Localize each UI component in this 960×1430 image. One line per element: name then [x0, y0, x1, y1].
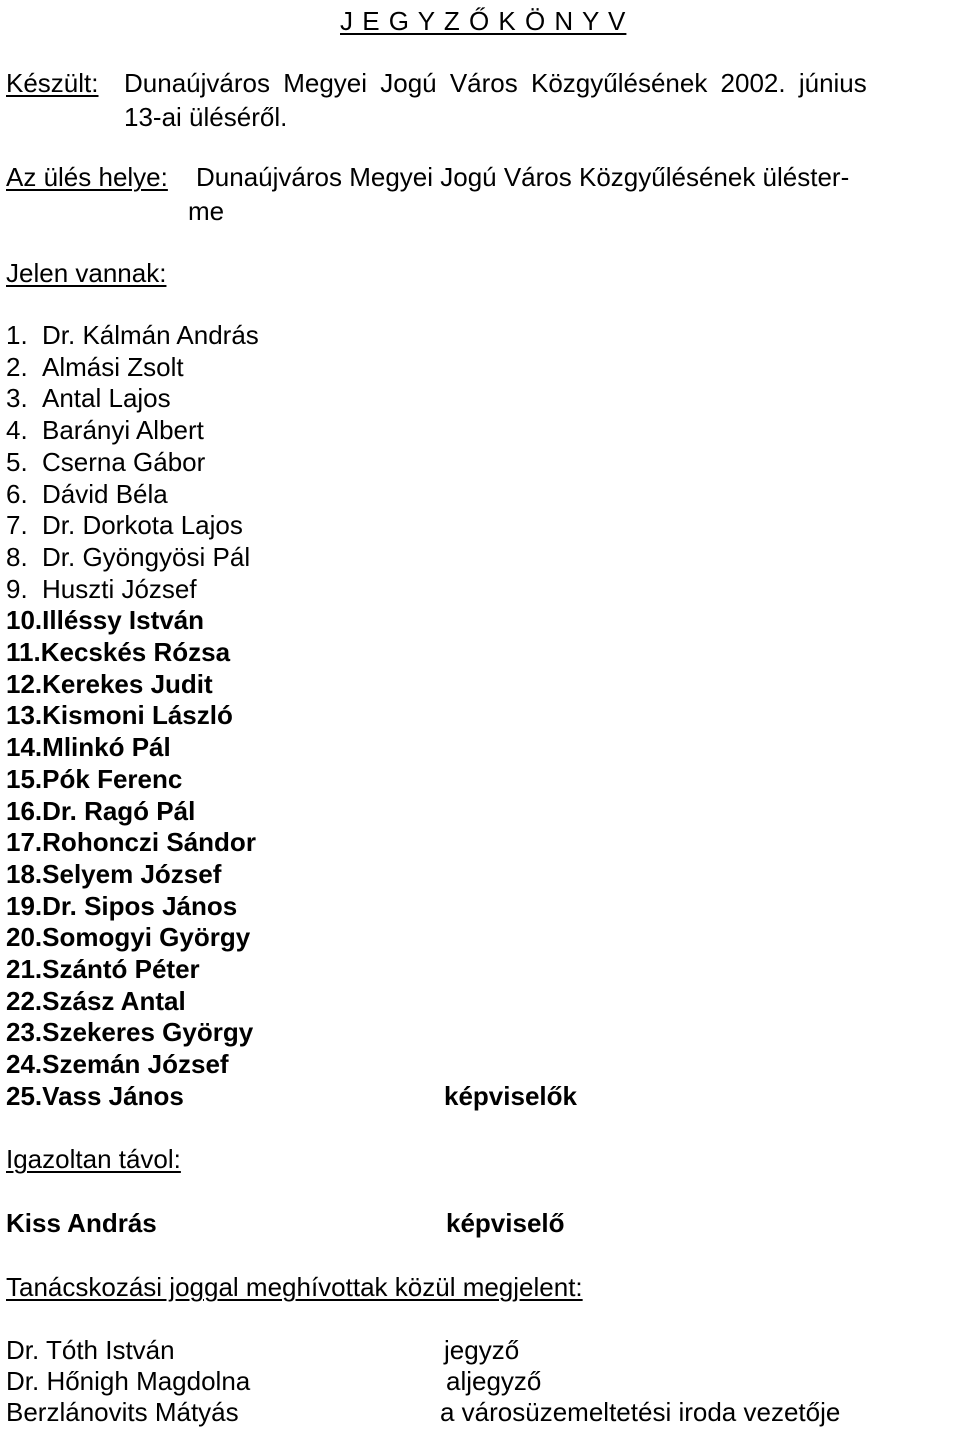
member-item: [6, 988, 186, 1014]
member-name: Kecskés Rózsa: [40, 637, 231, 667]
member-name: Dávid Béla: [42, 479, 168, 509]
member-item: [6, 385, 171, 411]
member-item: [6, 576, 197, 602]
invitee-name: Berzlánovits Mátyás: [6, 1397, 239, 1427]
member-item: [6, 1019, 253, 1045]
member-name: Dr. Gyöngyösi Pál: [42, 542, 251, 572]
member-item: [6, 639, 230, 665]
member-number: 16.: [6, 796, 43, 826]
member-number: 10.: [6, 605, 43, 635]
member-number: 17.: [6, 827, 43, 857]
member-item: [6, 671, 213, 697]
member-name: Almási Zsolt: [42, 352, 184, 382]
keszult-text-line2: 13-ai üléséről.: [124, 102, 288, 132]
member-number: 5.: [6, 447, 28, 477]
member-number: 1.: [6, 320, 28, 350]
member-number: 23.: [6, 1017, 43, 1047]
member-name: Dr. Kálmán András: [42, 320, 259, 350]
member-number: 14.: [6, 732, 43, 762]
member-item: [6, 829, 256, 855]
member-name: Huszti József: [42, 574, 197, 604]
member-item: [6, 481, 168, 507]
invitee-name: Dr. Hőnigh Magdolna: [6, 1366, 251, 1396]
member-name: Mlinkó Pál: [42, 732, 171, 762]
member-name: Szántó Péter: [42, 954, 200, 984]
member-name: Vass János: [42, 1081, 184, 1111]
member-name: Selyem József: [42, 859, 222, 889]
member-item: [6, 766, 182, 792]
member-number: 21.: [6, 954, 43, 984]
member-name: Kerekes Judit: [42, 669, 213, 699]
igazoltan-name: Kiss András: [6, 1208, 157, 1238]
member-name: Illéssy István: [42, 605, 205, 635]
member-name: Szász Antal: [42, 986, 186, 1016]
member-name: Somogyi György: [42, 922, 251, 952]
member-item: [6, 734, 171, 760]
hely-text-line2: me: [188, 196, 225, 226]
member-number: 19.: [6, 891, 43, 921]
member-name: Antal Lajos: [42, 383, 171, 413]
keszult-label: Készült:: [6, 68, 99, 98]
member-item: [6, 449, 205, 475]
member-number: 20.: [6, 922, 43, 952]
member-number: 9.: [6, 574, 28, 604]
member-item: [6, 354, 184, 380]
member-number: 2.: [6, 352, 28, 382]
member-name: Dr. Sipos János: [42, 891, 238, 921]
member-name: Dr. Dorkota Lajos: [42, 510, 243, 540]
member-item: [6, 512, 243, 538]
member-number: 3.: [6, 383, 28, 413]
member-number: 7.: [6, 510, 28, 540]
member-number: 22.: [6, 986, 43, 1016]
member-item: [6, 322, 259, 348]
igazoltan-role: képviselő: [446, 1208, 565, 1238]
member-name: Szemán József: [42, 1049, 229, 1079]
jelen-label: Jelen vannak:: [6, 258, 167, 288]
member-number: 11.: [6, 637, 41, 667]
hely-label: Az ülés helye:: [6, 162, 168, 192]
member-number: 15.: [6, 764, 43, 794]
member-number: 24.: [6, 1049, 43, 1079]
member-name: Szekeres György: [42, 1017, 254, 1047]
member-name: Cserna Gábor: [42, 447, 206, 477]
member-name: Kismoni László: [42, 700, 233, 730]
member-name: Barányi Albert: [42, 415, 204, 445]
member-item: [6, 798, 195, 824]
member-number: 18.: [6, 859, 43, 889]
member-item: [6, 956, 200, 982]
invitee-role: jegyző: [444, 1335, 520, 1365]
members-role: képviselők: [444, 1081, 577, 1111]
member-name: Dr. Ragó Pál: [42, 796, 196, 826]
member-item: [6, 607, 204, 633]
member-number: 25.: [6, 1081, 43, 1111]
document-title: J E G Y Z Ő K Ö N Y V: [340, 6, 627, 36]
member-number: 4.: [6, 415, 28, 445]
member-item: [6, 544, 250, 570]
igazoltan-label: Igazoltan távol:: [6, 1144, 181, 1174]
member-item: [6, 893, 237, 919]
member-item: [6, 924, 250, 950]
invitee-name: Dr. Tóth István: [6, 1335, 175, 1365]
member-item: [6, 702, 233, 728]
invitee-role: aljegyző: [446, 1366, 542, 1396]
member-number: 13.: [6, 700, 43, 730]
invitee-role: a városüzemeltetési iroda vezetője: [440, 1397, 841, 1427]
member-number: 12.: [6, 669, 43, 699]
tanacskozasi-label: Tanácskozási joggal meghívottak közül megjelent:: [6, 1272, 583, 1302]
member-number: 6.: [6, 479, 28, 509]
hely-text-line1: Dunaújváros Megyei Jogú Város Közgyűlésének üléster-: [196, 162, 850, 192]
member-name: Pók Ferenc: [42, 764, 183, 794]
member-item: [6, 417, 204, 443]
keszult-text-line1: Dunaújváros Megyei Jogú Város Közgyűlésének 2002. június: [124, 68, 867, 98]
member-item: [6, 1051, 229, 1077]
member-item: [6, 1083, 184, 1109]
member-name: Rohonczi Sándor: [42, 827, 256, 857]
member-number: 8.: [6, 542, 28, 572]
member-item: [6, 861, 221, 887]
